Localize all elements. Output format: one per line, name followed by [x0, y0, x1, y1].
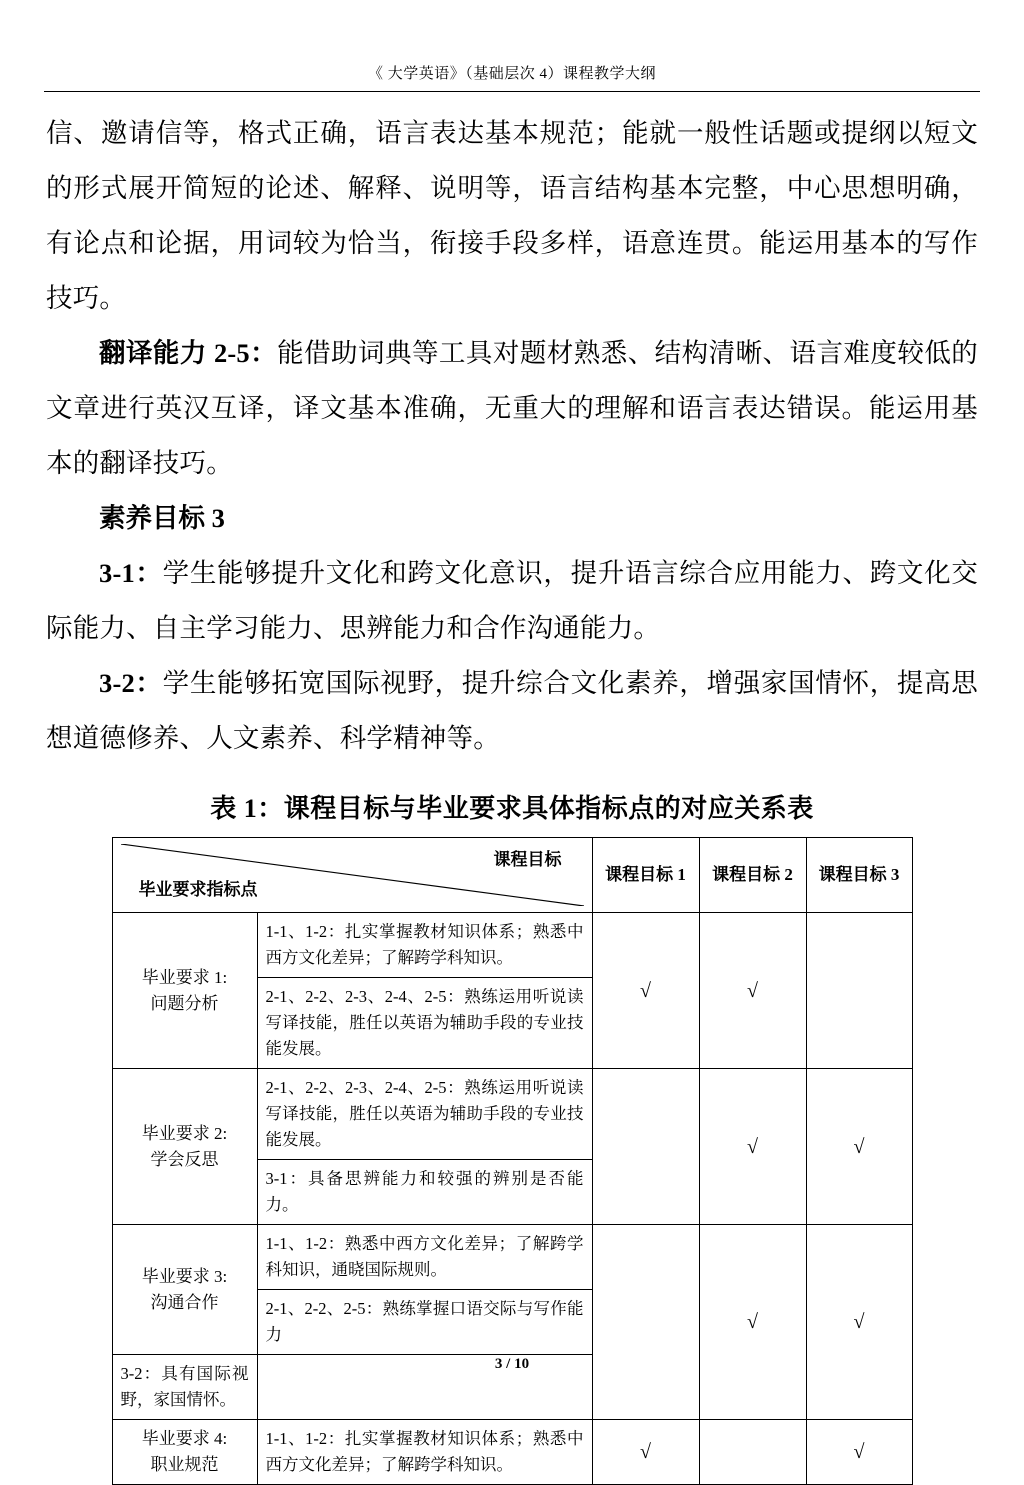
mark-r3-c1 [592, 1225, 699, 1420]
indicator-item: 2-1、2-2、2-3、2-4、2-5：熟练运用听说读写译技能，胜任以英语为辅助手段的专业技能发展。 [257, 978, 592, 1069]
paragraph-1: 信、邀请信等，格式正确，语言表达基本规范；能就一般性话题或提纲以短文的形式展开简短的论述、解释、说明等，语言结构基本完整，中心思想明确，有论点和论据，用词较为恰当，衔接手段多样，语意连贯。能运用基本的写作技巧。 [46, 118, 978, 313]
header-title: 《 大学英语》（基础层次 4）课程教学大纲 [367, 66, 656, 82]
page-header [0, 0, 1024, 83]
table-corner-cell [112, 838, 592, 913]
row-label-requirement-4 [112, 1420, 257, 1485]
indicator-item: 1-1、1-2：扎实掌握教材知识体系；熟悉中西方文化差异；了解跨学科知识。 [257, 913, 592, 978]
goal-3-1-text: 学生能够提升文化和跨文化意识，提升语言综合应用能力、跨文化交际能力、自主学习能力、思辨能力和合作沟通能力。 [46, 558, 979, 643]
paragraph-2 [46, 326, 978, 491]
row-label-line-1: 毕业要求 4: [141, 1429, 228, 1448]
course-goal-matrix-table [112, 837, 913, 1485]
row-label-line-1: 毕业要求 1: [141, 967, 228, 987]
mark-r4-c2 [699, 1420, 806, 1485]
table-row [112, 1420, 912, 1485]
corner-label-graduation-requirement: 毕业要求指标点 [138, 880, 258, 899]
document-content [46, 92, 978, 1485]
mark-r1-c1: √ [592, 913, 699, 1069]
row-label-line-2: 沟通合作 [150, 1292, 219, 1312]
translation-ability-label: 翻译能力 2-5： [99, 338, 278, 368]
mark-r1-c2: √ [699, 913, 806, 1069]
indicator-item: 1-1、1-2：扎实掌握教材知识体系；熟悉中西方文化差异；了解跨学科知识。 [257, 1420, 592, 1485]
row-label-line-1: 毕业要求 2: [141, 1123, 228, 1143]
page-footer [0, 1356, 1024, 1373]
table-header-row [112, 838, 912, 913]
section-title-literacy-goal-3: 素养目标 3 [99, 503, 225, 533]
mark-r4-c3: √ [806, 1420, 912, 1485]
row-label-requirement-2 [112, 1069, 257, 1225]
indicator-item: 3-1：具备思辨能力和较强的辨别是否能力。 [257, 1160, 592, 1225]
row-label-line-1: 毕业要求 3: [141, 1266, 228, 1286]
column-header-goal-1: 课程目标 1 [592, 838, 699, 913]
mark-r2-c2: √ [699, 1069, 806, 1225]
goal-3-1-label: 3-1： [99, 558, 163, 588]
table-row [112, 1225, 912, 1290]
row-label-requirement-3 [112, 1225, 257, 1355]
indicator-item: 3-2：具有国际视野，家国情怀。 [112, 1355, 257, 1420]
indicator-item: 1-1、1-2：熟悉中西方文化差异；了解跨学科知识，通晓国际规则。 [257, 1225, 592, 1290]
mark-r3-c3: √ [806, 1225, 912, 1420]
indicator-item: 2-1、2-2、2-3、2-4、2-5：熟练运用听说读写译技能，胜任以英语为辅助手段的专业技能发展。 [257, 1069, 592, 1160]
mark-r2-c1 [592, 1069, 699, 1225]
translation-ability-text: 能借助词典等工具对题材熟悉、结构清晰、语言难度较低的文章进行英汉互译，译文基本准确，无重大的理解和语言表达错误。能运用基本的翻译技巧。 [46, 338, 979, 478]
indicator-item: 2-1、2-2、2-5：熟练掌握口语交际与写作能力 [257, 1290, 592, 1355]
table-row [112, 1069, 912, 1160]
mark-r1-c3 [806, 913, 912, 1069]
column-header-goal-3: 课程目标 3 [806, 838, 912, 913]
mark-r3-c2: √ [699, 1225, 806, 1420]
table-row [112, 913, 912, 978]
corner-label-course-goal: 课程目标 [493, 850, 562, 869]
row-label-line-2: 问题分析 [150, 993, 219, 1013]
row-label-line-2: 职业规范 [150, 1455, 219, 1474]
column-header-goal-2: 课程目标 2 [699, 838, 806, 913]
row-label-line-2: 学会反思 [150, 1149, 219, 1169]
mark-r4-c1: √ [592, 1420, 699, 1485]
goal-3-2-label: 3-2： [99, 668, 163, 698]
mark-r2-c3: √ [806, 1069, 912, 1225]
table-caption: 表 1：课程目标与毕业要求具体指标点的对应关系表 [210, 794, 814, 823]
goal-3-2-text: 学生能够拓宽国际视野，提升综合文化素养，增强家国情怀，提高思想道德修养、人文素养、科学精神等。 [46, 668, 979, 753]
paragraph-4 [46, 656, 978, 766]
paragraph-3 [46, 546, 978, 656]
row-label-requirement-1 [112, 913, 257, 1069]
page-number: 3 / 10 [494, 1356, 530, 1372]
